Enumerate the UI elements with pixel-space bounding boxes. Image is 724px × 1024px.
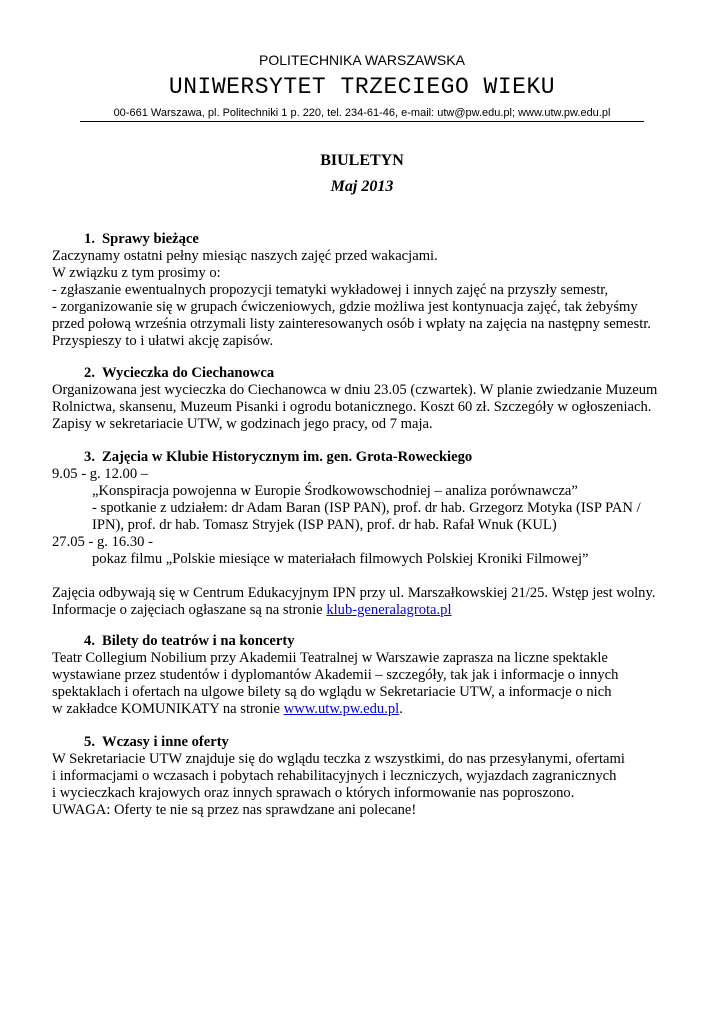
section-heading [52, 231, 692, 248]
paragraph-line: Zapisy w sekretariacie UTW, w godzinach jego pracy, od 7 maja. [52, 416, 433, 432]
section-4 [52, 633, 692, 718]
section-title: Zajęcia w Klubie Historycznym im. gen. Grota-Roweckiego [102, 449, 473, 465]
event-detail-line: - spotkanie z udziałem: dr Adam Baran (ISP PAN), prof. dr hab. Grzegorz Motyka (ISP PAN / [92, 500, 641, 516]
event-date-line: 9.05 - g. 12.00 – [52, 466, 149, 482]
paragraph-line: Teatr Collegium Nobilium przy Akademii Teatralnej w Warszawie zaprasza na liczne spektakle [52, 650, 608, 666]
paragraph-line: Rolnictwa, skansenu, Muzeum Pisanki i ogrodu botanicznego. Koszt 60 zł. Szczegóły w ogłoszeniach. [52, 399, 652, 415]
paragraph-line: W związku z tym prosimy o: [52, 265, 221, 281]
paragraph-line: Zajęcia odbywają się w Centrum Edukacyjnym IPN przy ul. Marszałkowskiej 21/25. Wstęp jest wolny. [52, 585, 656, 601]
section-number: 4. [84, 633, 95, 649]
link-suffix: . [399, 701, 403, 717]
bulletin-date: Maj 2013 [330, 178, 394, 195]
university-title: UNIWERSYTET TRZECIEGO WIEKU [168, 74, 556, 100]
header-divider [80, 121, 644, 122]
paragraph-line [52, 602, 692, 619]
section-heading [52, 734, 692, 751]
section-3 [52, 449, 692, 619]
institution-name: POLITECHNIKA WARSZAWSKA [259, 52, 465, 68]
paragraph-line: Organizowana jest wycieczka do Ciechanowca w dniu 23.05 (czwartek). W planie zwiedzanie Muzeum [52, 382, 658, 398]
section-number: 2. [84, 365, 95, 381]
paragraph-line [52, 701, 692, 718]
event-title-line: pokaz filmu „Polskie miesiące w materiałach filmowych Polskiej Kroniki Filmowej” [92, 551, 589, 567]
section-heading [52, 365, 692, 382]
section-heading [52, 633, 692, 650]
paragraph-line: i wycieczkach krajowych oraz innych sprawach o których informowanie nas poproszono. [52, 785, 575, 801]
paragraph-line: wystawiane przez studentów i dyplomantów Akademii – szczegóły, tak jak i informacje o innych [52, 667, 619, 683]
paragraph-line: i informacjami o wczasach i pobytach rehabilitacyjnych i leczniczych, wyjazdach zagranicznych [52, 768, 617, 784]
section-1 [52, 231, 692, 350]
section-number: 1. [84, 231, 95, 247]
section-number: 5. [84, 734, 95, 750]
link-prefix: w zakładce KOMUNIKATY na stronie [52, 701, 284, 717]
paragraph-line: UWAGA: Oferty te nie są przez nas sprawdzane ani polecane! [52, 802, 417, 818]
event-detail-line: IPN), prof. dr hab. Tomasz Stryjek (ISP PAN), prof. dr hab. Rafał Wnuk (KUL) [92, 517, 557, 533]
link-prefix: Informacje o zajęciach ogłaszane są na stronie [52, 602, 327, 618]
bulletin-title: BIULETYN [320, 152, 404, 169]
section-title: Wycieczka do Ciechanowca [102, 365, 275, 381]
paragraph-line: - zorganizowanie się w grupach ćwiczeniowych, gdzie możliwa jest kontynuacja zajęć, tak żebyśmy [52, 299, 638, 315]
event-date-line: 27.05 - g. 16.30 - [52, 534, 153, 550]
section-heading [52, 449, 692, 466]
section-2 [52, 365, 692, 433]
paragraph-line: Zaczynamy ostatni pełny miesiąc naszych zajęć przed wakacjami. [52, 248, 438, 264]
paragraph-line: W Sekretariacie UTW znajduje się do wglądu teczka z wszystkimi, do nas przesyłanymi, ofertami [52, 751, 625, 767]
paragraph-line: Przyspieszy to i ułatwi akcję zapisów. [52, 333, 274, 349]
section-number: 3. [84, 449, 95, 465]
event-title-line: „Konspiracja powojenna w Europie Środkowowschodniej – analiza porównawcza” [92, 483, 578, 499]
paragraph-line: - zgłaszanie ewentualnych propozycji tematyki wykładowej i innych zajęć na przyszły semestr, [52, 282, 609, 298]
spacer [52, 568, 692, 585]
paragraph-line: spektaklach i ofertach na ulgowe bilety są do wglądu w Sekretariacie UTW, a informacje o nich [52, 684, 612, 700]
section-title: Sprawy bieżące [102, 231, 199, 247]
klub-website-link[interactable]: klub-generalagrota.pl [326, 602, 452, 618]
section-title: Wczasy i inne oferty [102, 734, 229, 750]
section-5 [52, 734, 692, 819]
paragraph-line: przed połową września otrzymali listy zainteresowanych osób i wpłaty na zajęcia na następny semestr. [52, 316, 651, 332]
section-title: Bilety do teatrów i na koncerty [102, 633, 295, 649]
contact-line: 00-661 Warszawa, pl. Politechniki 1 p. 220, tel. 234-61-46, e-mail: utw@pw.edu.pl; www.utw.pw.edu.pl [113, 107, 611, 119]
utw-website-link[interactable]: www.utw.pw.edu.pl [283, 701, 400, 717]
